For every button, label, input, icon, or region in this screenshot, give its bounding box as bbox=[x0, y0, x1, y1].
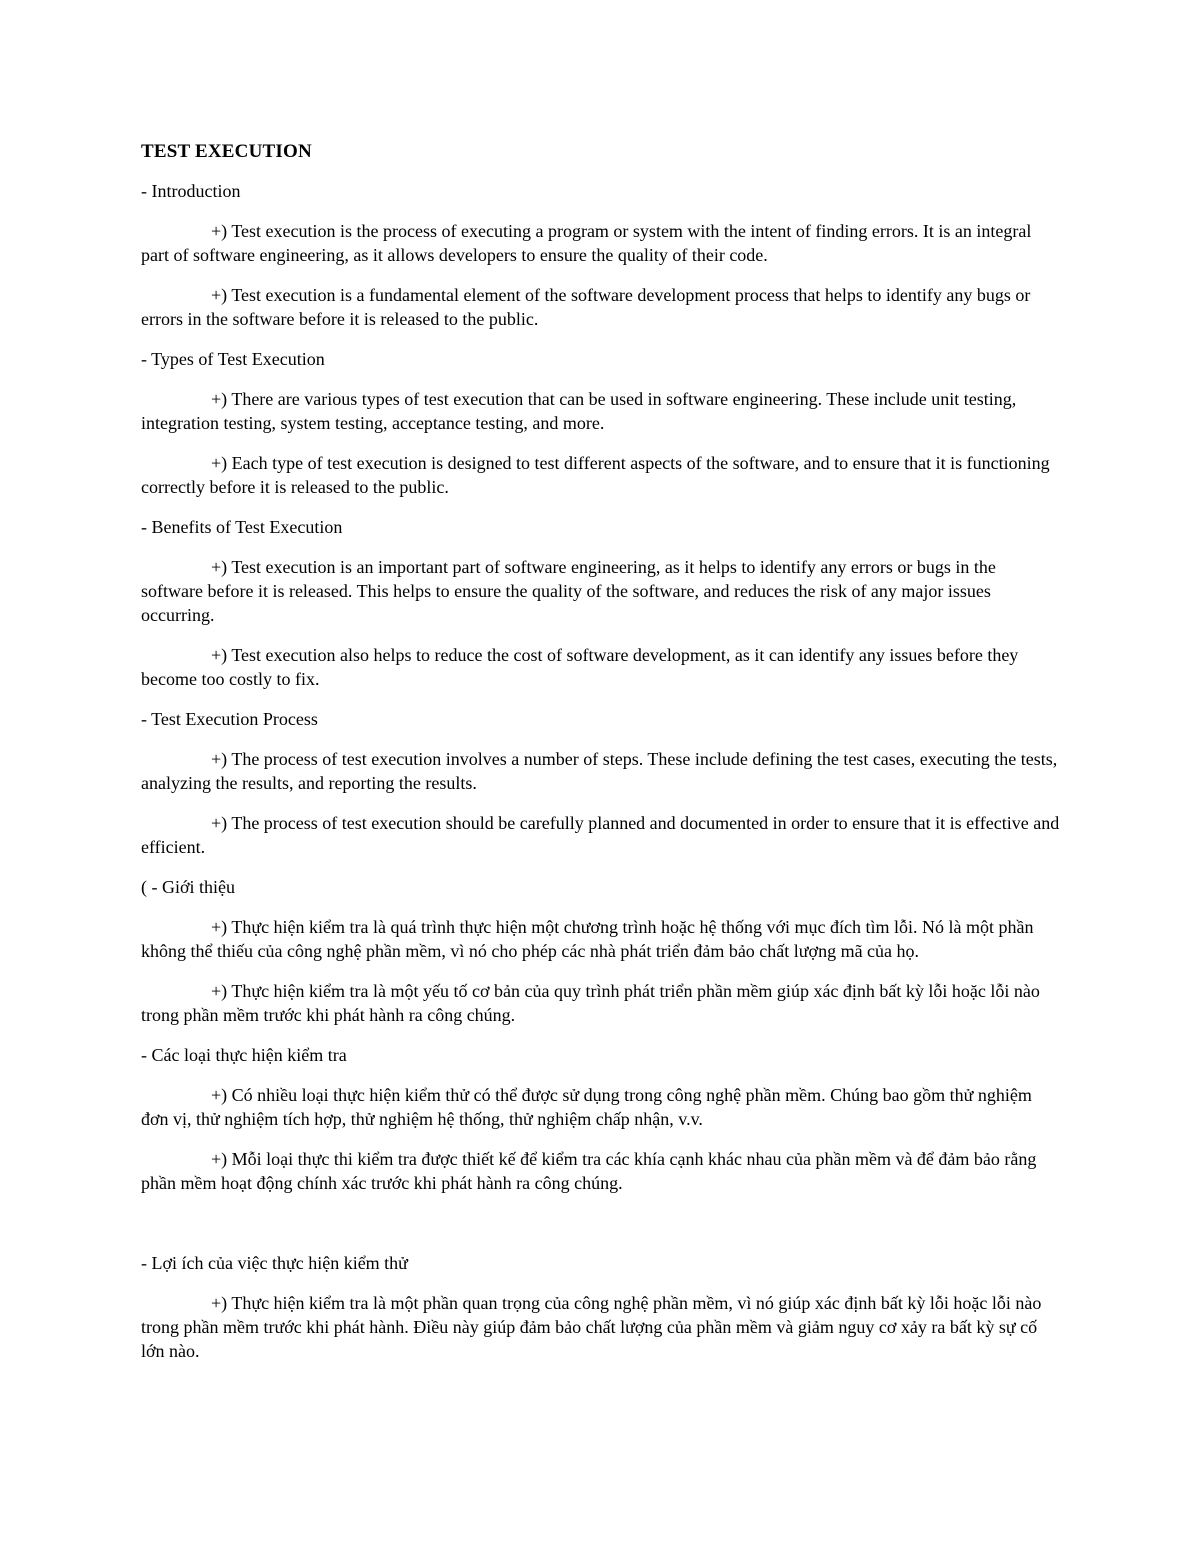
section-heading-types: - Types of Test Execution bbox=[141, 349, 325, 369]
paragraph: +) Test execution also helps to reduce the cost of software development, as it can identify any issues before they become too costly to fix. bbox=[141, 645, 1019, 689]
section-heading-cac-loai: - Các loại thực hiện kiểm tra bbox=[141, 1045, 347, 1065]
blank-line bbox=[141, 1211, 1061, 1251]
paragraph: +) The process of test execution should be carefully planned and documented in order to ensure that it is effective and efficient. bbox=[141, 813, 1060, 857]
section-heading-gioi-thieu: ( - Giới thiệu bbox=[141, 877, 235, 897]
section-heading-loi-ich: - Lợi ích của việc thực hiện kiểm thử bbox=[141, 1253, 408, 1273]
document-page bbox=[141, 140, 1061, 1379]
paragraph: +) Thực hiện kiểm tra là quá trình thực hiện một chương trình hoặc hệ thống với mục đích tìm lỗi. Nó là một phần không thể thiếu của công nghệ phần mềm, vì nó cho phép các nhà phát triển đảm bảo chất lượng mã của họ. bbox=[141, 917, 1034, 961]
paragraph: +) Thực hiện kiểm tra là một phần quan trọng của công nghệ phần mềm, vì nó giúp xác định bất kỳ lỗi hoặc lỗi nào trong phần mềm trước khi phát hành. Điều này giúp đảm bảo chất lượng của phần mềm và giảm nguy cơ xảy ra bất kỳ sự cố lớn nào. bbox=[141, 1293, 1042, 1361]
paragraph: +) Each type of test execution is designed to test different aspects of the software, and to ensure that it is functioning correctly before it is released to the public. bbox=[141, 453, 1050, 497]
paragraph: +) Test execution is an important part of software engineering, as it helps to identify any errors or bugs in the software before it is released. This helps to ensure the quality of the software, and reduces the risk of any major issues occurring. bbox=[141, 557, 996, 625]
paragraph: +) Mỗi loại thực thi kiểm tra được thiết kế để kiểm tra các khía cạnh khác nhau của phần mềm và để đảm bảo rằng phần mềm hoạt động chính xác trước khi phát hành ra công chúng. bbox=[141, 1149, 1037, 1193]
paragraph: +) Test execution is a fundamental element of the software development process that helps to identify any bugs or errors in the software before it is released to the public. bbox=[141, 285, 1031, 329]
section-heading-introduction: - Introduction bbox=[141, 181, 241, 201]
paragraph: +) Thực hiện kiểm tra là một yếu tố cơ bản của quy trình phát triển phần mềm giúp xác định bất kỳ lỗi hoặc lỗi nào trong phần mềm trước khi phát hành ra công chúng. bbox=[141, 981, 1040, 1025]
paragraph: +) There are various types of test execution that can be used in software engineering. These include unit testing, integration testing, system testing, acceptance testing, and more. bbox=[141, 389, 1017, 433]
document-title: TEST EXECUTION bbox=[141, 141, 312, 162]
section-heading-benefits: - Benefits of Test Execution bbox=[141, 517, 343, 537]
paragraph: +) Test execution is the process of executing a program or system with the intent of finding errors. It is an integral part of software engineering, as it allows developers to ensure the quality of their code. bbox=[141, 221, 1032, 265]
paragraph: +) The process of test execution involves a number of steps. These include defining the test cases, executing the tests, analyzing the results, and reporting the results. bbox=[141, 749, 1058, 793]
paragraph: +) Có nhiều loại thực hiện kiểm thử có thể được sử dụng trong công nghệ phần mềm. Chúng bao gồm thử nghiệm đơn vị, thử nghiệm tích hợp, thử nghiệm hệ thống, thử nghiệm chấp nhận, v.v. bbox=[141, 1085, 1032, 1129]
section-heading-process: - Test Execution Process bbox=[141, 709, 318, 729]
